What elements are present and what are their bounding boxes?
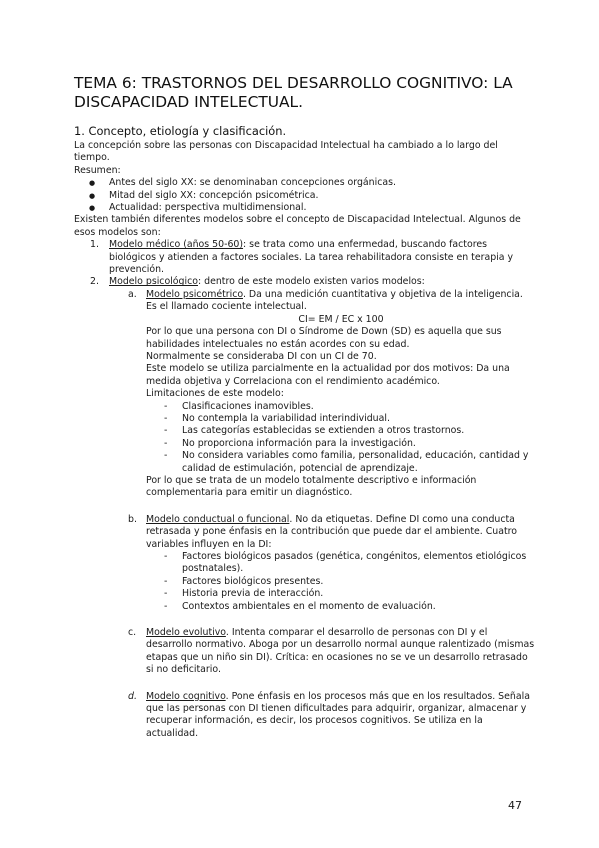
model-text: . No da etiquetas. Define DI como una conducta retrasada y pone énfasis en la contribución que puede dar el ambiente. Cuatro variables influyen en la DI: [146, 513, 518, 550]
list-item-psychological [74, 276, 536, 288]
resumen-label: Resumen: [74, 164, 121, 176]
page-title: TEMA 6: TRASTORNOS DEL DESARROLLO COGNITIVO: LA DISCAPACIDAD INTELECTUAL. [74, 74, 513, 111]
dash-item: - No considera variables como familia, personalidad, educación, cantidad y calidad de estimulación, potencial de aprendizaje. [164, 450, 529, 474]
paragraph: Este modelo se utiliza parcialmente en la actualidad por dos motivos: Da una medida objetiva y Correlaciona con el rendimiento académico. [146, 363, 510, 387]
bullet-item: ● Antes del siglo XX: se denominaban concepciones orgánicas. [74, 177, 536, 189]
paragraph: Limitaciones de este modelo: [146, 388, 284, 400]
sublist-item-behavioral [74, 514, 536, 551]
paragraph: Normalmente se consideraba DI con un CI de 70. [146, 350, 377, 362]
intro-paragraph: La concepción sobre las personas con Discapacidad Intelectual ha cambiado a lo largo del tiempo. [74, 140, 498, 164]
model-name: Modelo evolutivo [146, 627, 226, 639]
model-name: Modelo psicológico [109, 276, 198, 288]
model-text: . Da una medición cuantitativa y objetiva de la inteligencia. Es el llamado cociente intelectual. [146, 288, 523, 313]
item-letter: a. [128, 288, 137, 300]
dash-item: - Factores biológicos pasados (genética, congénitos, elementos etiológicos postnatales). [164, 551, 527, 575]
model-name: Modelo cognitivo [146, 690, 226, 702]
model-name: Modelo psicométrico [146, 288, 243, 300]
paragraph: Por lo que se trata de un modelo totalmente descriptivo e información complementaria para emitir un diagnóstico. [146, 474, 477, 499]
bullet-item: ● Mitad del siglo XX: concepción psicométrica. [74, 190, 536, 202]
sublist-item-evolutionary [74, 627, 536, 677]
bullet-item: ● Actualidad: perspectiva multidimensional. [74, 202, 536, 214]
item-number: 1. [90, 239, 99, 251]
dash-item: - No contempla la variabilidad interindividual. [164, 412, 390, 424]
model-text: . Pone énfasis en los procesos más que en los resultados. Señala que las personas con DI tienen dificultades para adquirir, organizar, almacenar y recuperar información, es decir, los procesos cognitivos. Se utiliza en la actualidad. [146, 690, 530, 739]
model-text: : se trata como una enfermedad, buscando factores biológicos y atienden a factores sociales. La tarea rehabilitadora consiste en terapia y prevención. [109, 239, 514, 276]
page-number: 47 [508, 799, 522, 812]
list-item-medical [74, 239, 536, 276]
dash-item: - Historia previa de interacción. [164, 588, 324, 600]
item-letter: b. [128, 513, 137, 525]
section-body [74, 140, 536, 740]
model-text: : dentro de este modelo existen varios modelos: [197, 276, 425, 288]
sublist-item-psychometric [74, 289, 536, 314]
model-text: . Intenta comparar el desarrollo de personas con DI y el desarrollo normativo. Aboga por un desarrollo normal aunque ralentizado (mismas etapas que un niño sin DI). Crítica: en ocasiones no se ve un desarrollo retrasado si no deficitario. [146, 627, 535, 676]
dash-item: - Factores biológicos presentes. [164, 575, 324, 587]
item-letter: c. [128, 627, 137, 639]
dash-item: - Clasificaciones inamovibles. [164, 400, 314, 412]
sublist-item-cognitive [74, 691, 536, 741]
dash-item: - Contextos ambientales en el momento de evaluación. [164, 600, 436, 612]
models-intro: Existen también diferentes modelos sobre el concepto de Discapacidad Intelectual. Algunos de esos modelos son: [74, 214, 521, 238]
paragraph: Por lo que una persona con DI o Síndrome de Down (SD) es aquella que sus habilidades intelectuales no están acordes con su edad. [146, 326, 502, 350]
dash-item: - Las categorías establecidas se extienden a otros trastornos. [164, 425, 465, 437]
item-number: 2. [90, 276, 99, 288]
dash-item: - No proporciona información para la investigación. [164, 437, 416, 449]
model-name: Modelo médico (años 50-60) [109, 239, 244, 251]
model-name: Modelo conductual o funcional [146, 513, 290, 525]
item-letter: d. [128, 690, 137, 702]
section-heading: 1. Concepto, etiología y clasificación. [74, 124, 287, 138]
formula: CI= EM / EC x 100 [298, 313, 384, 325]
